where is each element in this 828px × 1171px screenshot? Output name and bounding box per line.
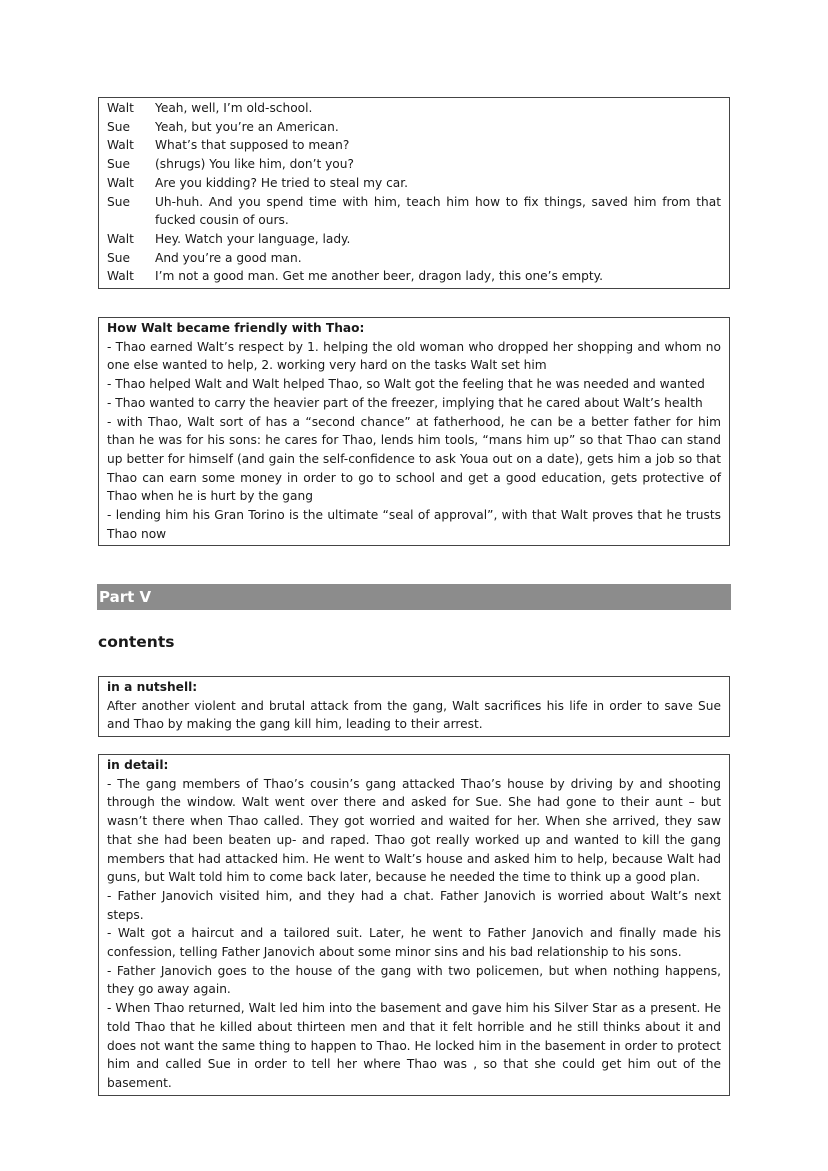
dialogue-line: (shrugs) You like him, don’t you? (155, 157, 354, 172)
bullet-point: - Father Janovich goes to the house of the gang with two policemen, but when nothing happens, they go away again. (107, 963, 721, 997)
dialogue-line: What’s that supposed to mean? (155, 138, 350, 153)
dialogue-row (107, 118, 721, 137)
dialogue-line: Uh-huh. And you spend time with him, teach him how to fix things, saved him from that fucked cousin of ours. (155, 194, 721, 228)
dialogue-row (107, 155, 721, 174)
bullet-point: - Father Janovich visited him, and they had a chat. Father Janovich is worried about Walt’s next steps. (107, 888, 721, 922)
bullet-point: - Thao helped Walt and Walt helped Thao, so Walt got the feeling that he was needed and wanted (107, 377, 705, 392)
speaker: Walt (107, 101, 134, 115)
dialogue-row (107, 230, 721, 249)
dialogue-line: Are you kidding? He tried to steal my car. (155, 175, 409, 190)
bullet-point: - When Thao returned, Walt led him into the basement and gave him his Silver Star as a present. He told Thao that he killed about thirteen men and that it felt horrible and he still thinks about it and does not want the same thing to happen to Thao. He locked him in the basement in order to protect him and called Sue in order to tell her where Thao was , so that she could get him out of the basement. (107, 1001, 721, 1090)
dialogue-row (107, 136, 721, 155)
dialogue-row (107, 174, 721, 193)
dialogue-line: And you’re a good man. (155, 250, 302, 265)
bullet-point: - with Thao, Walt sort of has a “second chance” at fatherhood, he can be a better father for him than he was for his sons: he cares for Thao, lends him tools, “mans him up” so that Thao can stand up better for himself (and gain the self-confidence to ask Youa out on a date), gets him a job so that Thao can earn some money in order to go to school and get a good education, gets protective of Thao when he is hurt by the gang (107, 414, 721, 504)
speaker: Walt (107, 175, 134, 190)
dialogue-line: Yeah, well, I’m old-school. (155, 101, 313, 115)
speaker: Sue (107, 119, 130, 134)
box-title: in detail: (107, 758, 169, 772)
speaker: Walt (107, 231, 134, 246)
dialogue-line: I’m not a good man. Get me another beer, dragon lady, this one’s empty. (155, 269, 604, 284)
dialogue-row (107, 99, 721, 118)
dialogue-row (107, 267, 721, 286)
detail-box (98, 754, 730, 1096)
part-header: Part V (97, 584, 731, 610)
dialogue-line: Hey. Watch your language, lady. (155, 231, 351, 246)
bullet-point: - Walt got a haircut and a tailored suit. Later, he went to Father Janovich and finally made his confession, telling Father Janovich about some minor sins and his bad relationship to his sons. (107, 926, 721, 960)
speaker: Walt (107, 138, 134, 153)
speaker: Sue (107, 250, 130, 265)
summary-text: After another violent and brutal attack from the gang, Walt sacrifices his life in order to save Sue and Thao by making the gang kill him, leading to their arrest. (107, 698, 721, 732)
bullet-point: - The gang members of Thao’s cousin’s gang attacked Thao’s house by driving by and shooting through the window. Walt went over there and asked for Sue. She had gone to their aunt – but wasn’t there when Thao called. They got worried and waited for her. When she arrived, they saw that she had been beaten up- and raped. Thao got really worked up and wanted to kill the gang members that had attacked him. He went to Walt’s house and asked him to help, because Walt had guns, but Walt told him to come back later, because he needed the time to think up a good plan. (107, 776, 721, 885)
thao-friendship-box (98, 317, 730, 546)
bullet-point: - Thao wanted to carry the heavier part of the freezer, implying that he cared about Walt’s health (107, 395, 703, 410)
dialogue-line: Yeah, but you’re an American. (155, 119, 339, 134)
speaker: Sue (107, 194, 130, 209)
bullet-point: - Thao earned Walt’s respect by 1. helping the old woman who dropped her shopping and whom no one else wanted to help, 2. working very hard on the tasks Walt set him (107, 339, 721, 373)
nutshell-box (98, 676, 730, 737)
box-title: in a nutshell: (107, 680, 198, 694)
speaker: Sue (107, 157, 130, 172)
speaker: Walt (107, 269, 134, 284)
dialogue-box (98, 97, 730, 289)
box-title: How Walt became friendly with Thao: (107, 321, 365, 335)
bullet-point: - lending him his Gran Torino is the ultimate “seal of approval”, with that Walt proves that he trusts Thao now (107, 508, 721, 541)
dialogue-row (107, 249, 721, 268)
dialogue-row (107, 193, 721, 230)
contents-heading: contents (98, 633, 175, 651)
